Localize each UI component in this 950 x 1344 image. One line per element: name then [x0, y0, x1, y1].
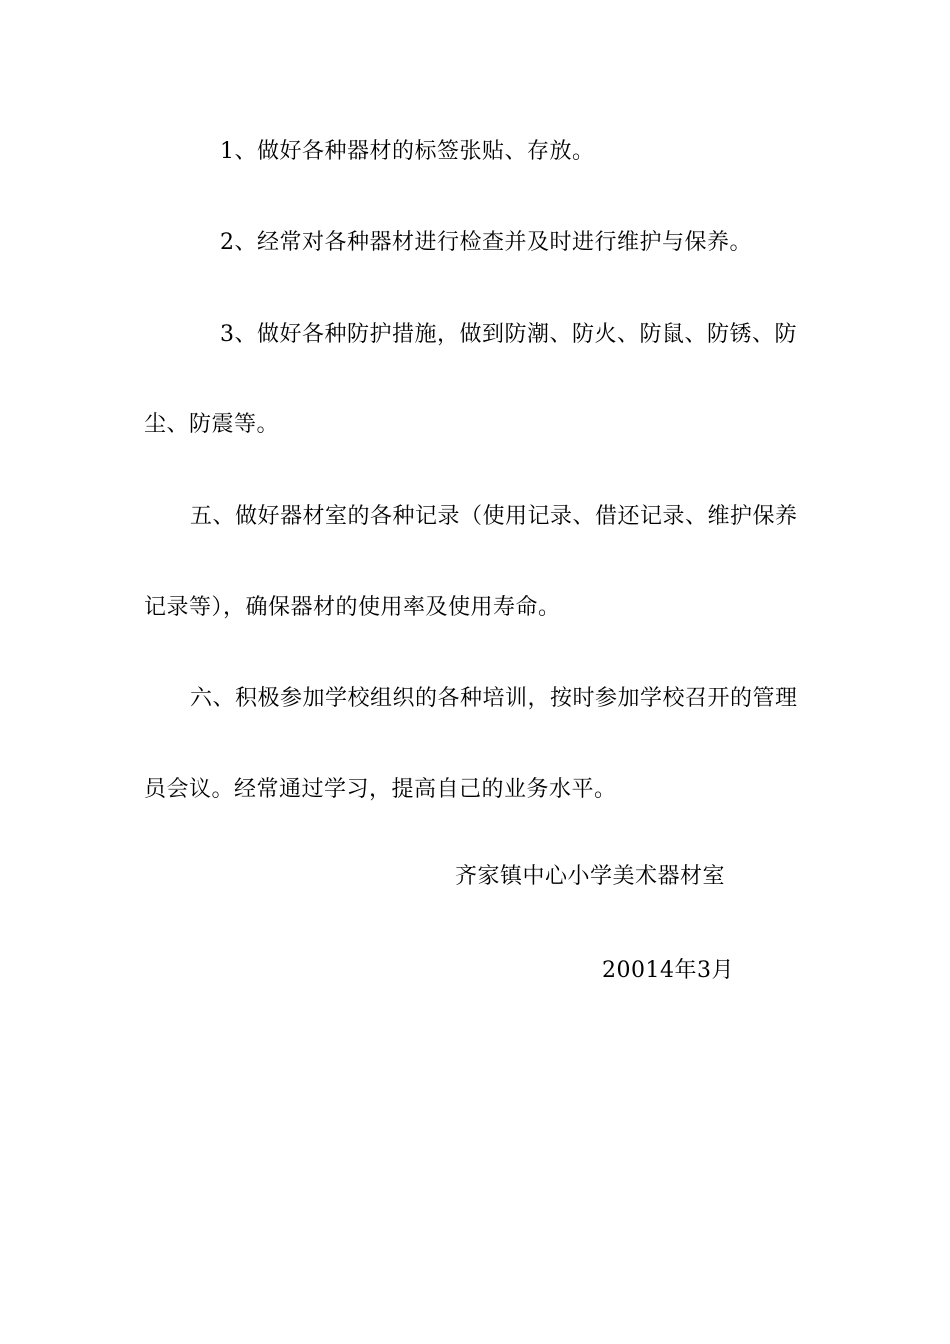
- signature: 齐家镇中心小学美术器材室: [455, 864, 726, 889]
- list-item-3-line-1: 3、做好各种防护措施，做到防潮、防火、防鼠、防锈、防: [220, 322, 797, 347]
- section-5-line-2: 记录等），确保器材的使用率及使用寿命。: [144, 595, 561, 620]
- list-item-1: 1、做好各种器材的标签张贴、存放。: [220, 139, 595, 164]
- section-6-line-2: 员会议。经常通过学习，提高自己的业务水平。: [144, 777, 617, 802]
- list-item-3-line-2: 尘、防震等。: [144, 412, 280, 437]
- section-5-line-1: 五、做好器材室的各种记录（使用记录、借还记录、维护保养: [190, 504, 798, 529]
- list-item-2: 2、经常对各种器材进行检查并及时进行维护与保养。: [220, 230, 752, 255]
- document-date: 20014年3月: [602, 958, 734, 983]
- section-6-line-1: 六、积极参加学校组织的各种培训，按时参加学校召开的管理: [190, 686, 798, 711]
